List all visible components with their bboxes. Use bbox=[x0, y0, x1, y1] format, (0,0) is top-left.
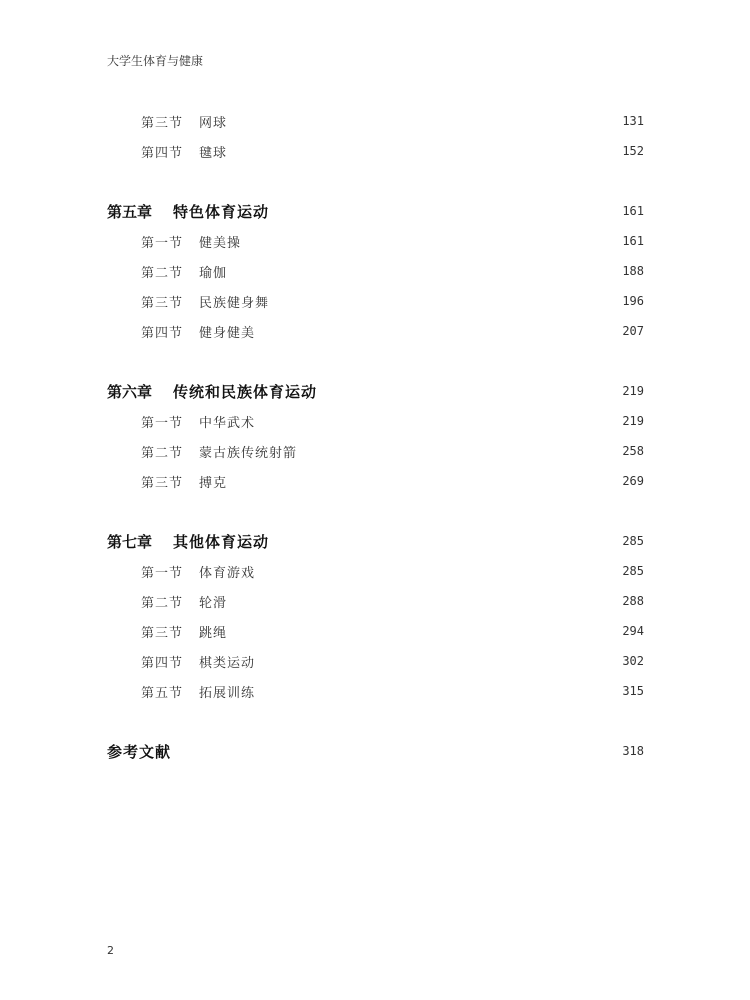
page-ref: 196 bbox=[622, 294, 644, 308]
toc-section-row[interactable] bbox=[107, 286, 644, 316]
toc-chapter-row[interactable] bbox=[107, 376, 644, 406]
toc-section-row[interactable] bbox=[107, 106, 644, 136]
section-title: 拓展训练 bbox=[199, 685, 256, 701]
chapter-number: 第五章 bbox=[107, 202, 153, 221]
section-title: 中华武术 bbox=[199, 415, 256, 431]
section-title: 民族健身舞 bbox=[199, 295, 270, 311]
toc-chapter-row[interactable] bbox=[107, 526, 644, 556]
page-ref: 294 bbox=[622, 624, 644, 638]
page-ref: 131 bbox=[622, 114, 644, 128]
toc-section-row[interactable] bbox=[107, 556, 644, 586]
toc-chapter-row[interactable] bbox=[107, 196, 644, 226]
section-title: 跳绳 bbox=[199, 625, 228, 641]
page-ref: 219 bbox=[622, 414, 644, 428]
page-ref: 288 bbox=[622, 594, 644, 608]
section-number: 第四节 bbox=[141, 655, 184, 671]
section-number: 第一节 bbox=[141, 415, 184, 431]
chapter-title: 其他体育运动 bbox=[173, 532, 270, 551]
section-number: 第四节 bbox=[141, 325, 184, 341]
toc-section-row[interactable] bbox=[107, 646, 644, 676]
page-ref: 188 bbox=[622, 264, 644, 278]
toc-section-row[interactable] bbox=[107, 256, 644, 286]
chapter-title: 特色体育运动 bbox=[173, 202, 270, 221]
toc-section-row[interactable] bbox=[107, 586, 644, 616]
section-title: 毽球 bbox=[199, 145, 228, 161]
section-title: 搏克 bbox=[199, 475, 228, 491]
section-title: 网球 bbox=[199, 115, 228, 131]
section-title: 棋类运动 bbox=[199, 655, 256, 671]
page-ref: 258 bbox=[622, 444, 644, 458]
toc-references-row[interactable] bbox=[107, 736, 644, 766]
toc-section-row[interactable] bbox=[107, 616, 644, 646]
running-header: 大学生体育与健康 bbox=[107, 54, 204, 68]
section-number: 第一节 bbox=[141, 565, 184, 581]
page-ref: 152 bbox=[622, 144, 644, 158]
toc-section-row[interactable] bbox=[107, 466, 644, 496]
toc-section-row[interactable] bbox=[107, 316, 644, 346]
section-number: 第二节 bbox=[141, 445, 184, 461]
toc-section-row[interactable] bbox=[107, 136, 644, 166]
section-number: 第一节 bbox=[141, 235, 184, 251]
section-number: 第三节 bbox=[141, 475, 184, 491]
references-title: 参考文献 bbox=[107, 742, 172, 761]
section-title: 蒙古族传统射箭 bbox=[199, 445, 298, 461]
page-ref: 285 bbox=[622, 534, 644, 548]
section-number: 第四节 bbox=[141, 145, 184, 161]
section-title: 健美操 bbox=[199, 235, 242, 251]
page-ref: 219 bbox=[622, 384, 644, 398]
page-ref: 318 bbox=[622, 744, 644, 758]
toc-section-row[interactable] bbox=[107, 676, 644, 706]
page-ref: 161 bbox=[622, 234, 644, 248]
toc-section-row[interactable] bbox=[107, 226, 644, 256]
toc-section-row[interactable] bbox=[107, 436, 644, 466]
toc-section-row[interactable] bbox=[107, 406, 644, 436]
page-ref: 302 bbox=[622, 654, 644, 668]
section-title: 体育游戏 bbox=[199, 565, 256, 581]
page-ref: 285 bbox=[622, 564, 644, 578]
chapter-number: 第七章 bbox=[107, 532, 153, 551]
section-title: 轮滑 bbox=[199, 595, 228, 611]
section-title: 瑜伽 bbox=[199, 265, 228, 281]
page-number: 2 bbox=[107, 944, 114, 957]
section-number: 第三节 bbox=[141, 295, 184, 311]
section-number: 第二节 bbox=[141, 265, 184, 281]
section-title: 健身健美 bbox=[199, 325, 256, 341]
page-ref: 315 bbox=[622, 684, 644, 698]
chapter-title: 传统和民族体育运动 bbox=[173, 382, 318, 401]
page-ref: 269 bbox=[622, 474, 644, 488]
section-number: 第三节 bbox=[141, 625, 184, 641]
section-number: 第五节 bbox=[141, 685, 184, 701]
page-ref: 207 bbox=[622, 324, 644, 338]
table-of-contents bbox=[107, 106, 644, 766]
section-number: 第二节 bbox=[141, 595, 184, 611]
chapter-number: 第六章 bbox=[107, 382, 153, 401]
page-ref: 161 bbox=[622, 204, 644, 218]
section-number: 第三节 bbox=[141, 115, 184, 131]
